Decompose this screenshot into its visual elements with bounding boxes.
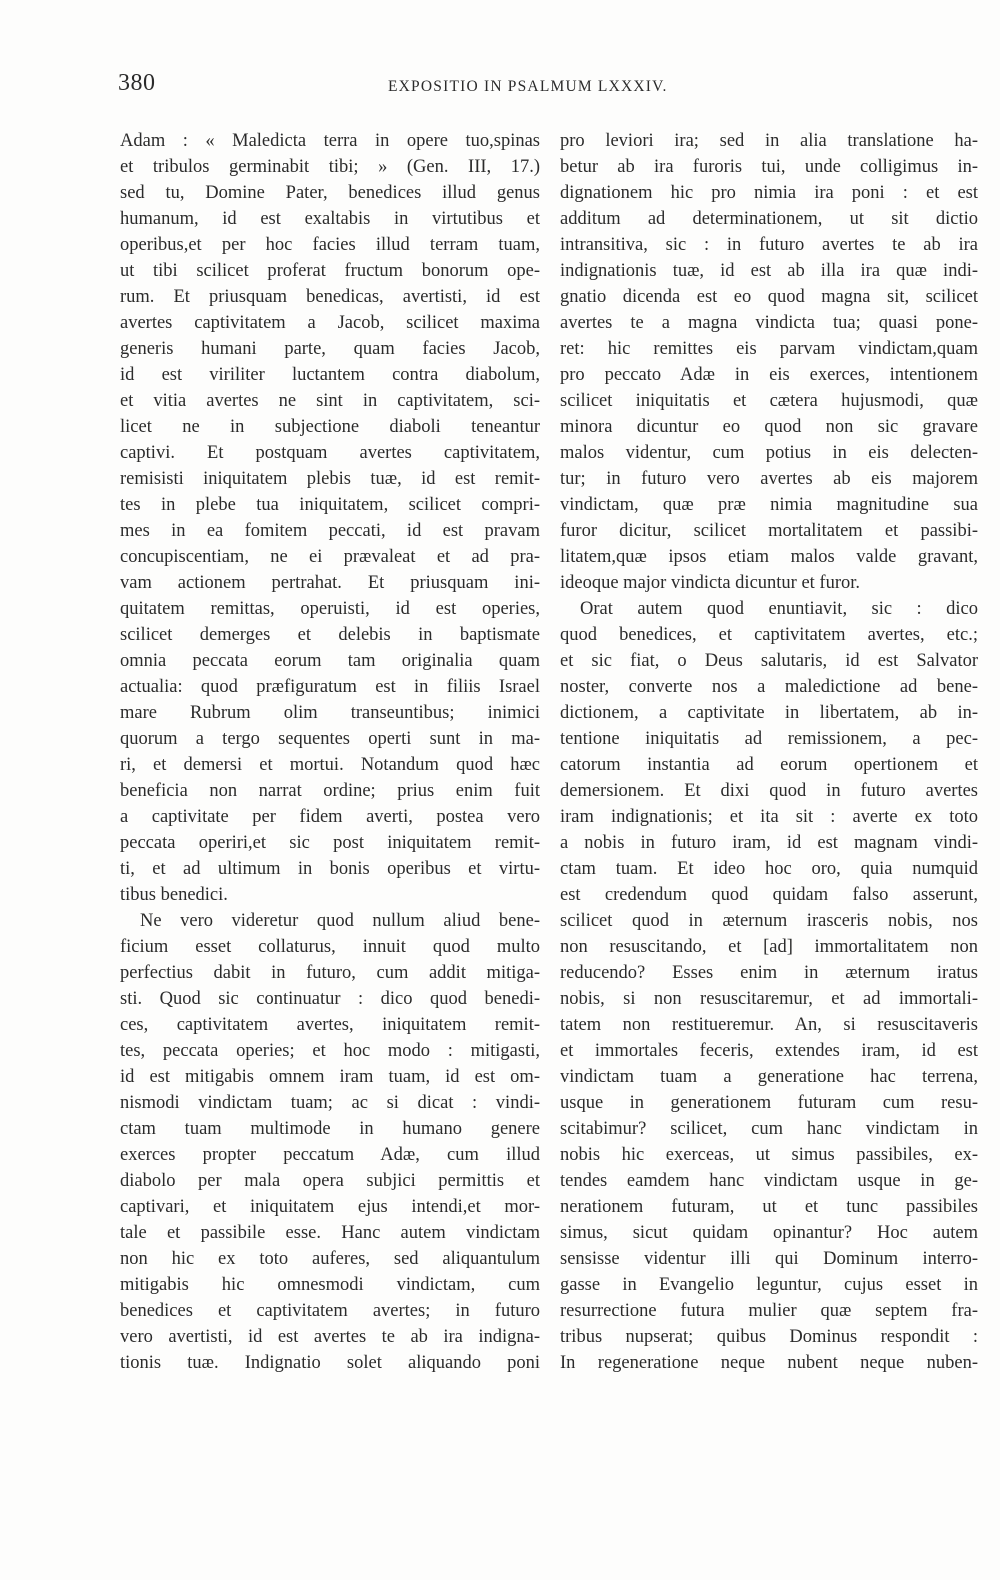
text-line: ctam tuam. Et ideo hoc oro, quia numquid: [560, 859, 978, 879]
text-line: captivari, et iniquitatem ejus intendi,et mor-: [120, 1197, 540, 1217]
text-line: licet ne in subjectione diaboli teneantur: [120, 417, 540, 437]
text-line: mare Rubrum olim transeuntibus; inimici: [120, 703, 540, 723]
text-line: vindictam tuam a generatione hac terrena,: [560, 1067, 978, 1087]
text-line: et sic fiat, o Deus salutaris, id est Salvator: [560, 651, 978, 671]
text-line: quitatem remittas, operuisti, id est operies,: [120, 599, 540, 619]
text-line: tribus nupserat; quibus Dominus respondit :: [560, 1327, 978, 1347]
text-line: actualia: quod præfiguratum est in filiis Israel: [120, 677, 540, 697]
text-line: a nobis in futuro iram, id est magnam vindi-: [560, 833, 978, 853]
text-line: humanum, id est exaltabis in virtutibus et: [120, 209, 540, 229]
text-line: ti, et ad ultimum in bonis operibus et virtu-: [120, 859, 540, 879]
text-line: ret: hic remittes eis parvam vindictam,quam: [560, 339, 978, 359]
text-line: perfectius dabit in futuro, cum addit mitiga-: [120, 963, 540, 983]
text-line: catorum instantia ad eorum opertionem et: [560, 755, 978, 775]
text-line: id est viriliter luctantem contra diabolum,: [120, 365, 540, 385]
text-line: dictionem, a captivitate in libertatem, ab in-: [560, 703, 978, 723]
text-line: sensisse videntur illi qui Dominum interro-: [560, 1249, 978, 1269]
text-line: concupiscentiam, ne ei prævaleat et ad pra-: [120, 547, 540, 567]
text-line: betur ab ira furoris tui, unde colligimus in-: [560, 157, 978, 177]
text-line: ces, captivitatem avertes, iniquitatem remit-: [120, 1015, 540, 1035]
text-line: vam actionem pertrahat. Et priusquam ini-: [120, 573, 540, 593]
right-text-column: [560, 128, 978, 1376]
text-line: benedices et captivitatem avertes; in futuro: [120, 1301, 540, 1321]
text-line: rum. Et priusquam benedicas, avertisti, id est: [120, 287, 540, 307]
text-line: nobis hic exerceas, ut simus passibiles, ex-: [560, 1145, 978, 1165]
text-line: reducendo? Esses enim in æternum iratus: [560, 963, 978, 983]
text-line: tentione iniquitatis ad remissionem, a pec-: [560, 729, 978, 749]
text-line: non hic ex toto auferes, sed aliquantulum: [120, 1249, 540, 1269]
text-line: ut tibi scilicet proferat fructum bonorum ope-: [120, 261, 540, 281]
text-line: beneficia non narrat ordine; prius enim fuit: [120, 781, 540, 801]
text-line: omnia peccata eorum tam originalia quam: [120, 651, 540, 671]
text-line: diabolo per mala opera subjici permittis et: [120, 1171, 540, 1191]
text-line: vindictam, quæ præ nimia magnitudine sua: [560, 495, 978, 515]
text-line: In regeneratione neque nubent neque nuben-: [560, 1353, 978, 1373]
text-line: scilicet quod in æternum irasceris nobis, nos: [560, 911, 978, 931]
left-text-column: [120, 128, 540, 1376]
text-line: et vitia avertes ne sint in captivitatem, sci-: [120, 391, 540, 411]
text-line: scitabimur? scilicet, cum hanc vindictam in: [560, 1119, 978, 1139]
text-line: exerces propter peccatum Adæ, cum illud: [120, 1145, 540, 1165]
text-line: indignationis tuæ, id est ab illa ira quæ indi-: [560, 261, 978, 281]
text-line: nerationem futuram, ut et tunc passibiles: [560, 1197, 978, 1217]
text-line: demersionem. Et dixi quod in futuro avertes: [560, 781, 978, 801]
text-line: tendes eamdem hanc vindictam usque in ge-: [560, 1171, 978, 1191]
text-line: generis humani parte, quam facies Jacob,: [120, 339, 540, 359]
text-line: tes in plebe tua iniquitatem, scilicet compri-: [120, 495, 540, 515]
text-line: tale et passibile esse. Hanc autem vindictam: [120, 1223, 540, 1243]
text-line: quod benedices, et captivitatem avertes, etc.;: [560, 625, 978, 645]
text-line: Adam : « Maledicta terra in opere tuo,spinas: [120, 131, 540, 151]
page-header: [118, 70, 714, 104]
running-title: EXPOSITIO IN PSALMUM LXXXIV.: [388, 78, 668, 95]
text-line: ri, et demersi et mortui. Notandum quod hæc: [120, 755, 540, 775]
text-line: dignationem hic pro nimia ira poni : et est: [560, 183, 978, 203]
text-line: minora dicuntur eo quod non sic gravare: [560, 417, 978, 437]
text-line: non resuscitando, et [ad] immortalitatem non: [560, 937, 978, 957]
text-line: Orat autem quod enuntiavit, sic : dico: [580, 599, 978, 619]
text-line: mitigabis hic omnesmodi vindictam, cum: [120, 1275, 540, 1295]
text-line: vero avertisti, id est avertes te ab ira indigna-: [120, 1327, 540, 1347]
text-line: ctam tuam multimode in humano genere: [120, 1119, 540, 1139]
text-line: tur; in futuro vero avertes ab eis majorem: [560, 469, 978, 489]
text-line: avertes captivitatem a Jacob, scilicet maxima: [120, 313, 540, 333]
text-line: nobis, si non resuscitaremur, et ad immortali-: [560, 989, 978, 1009]
text-line: avertes te a magna vindicta tua; quasi pone-: [560, 313, 978, 333]
text-line: a captivitate per fidem averti, postea vero: [120, 807, 540, 827]
text-line: furor dicitur, scilicet mortalitatem et passibi-: [560, 521, 978, 541]
text-line: tibus benedici.: [120, 885, 228, 905]
text-line: tionis tuæ. Indignatio solet aliquando poni: [120, 1353, 540, 1373]
text-line: pro leviori ira; sed in alia translatione ha-: [560, 131, 978, 151]
text-line: scilicet demerges et delebis in baptismate: [120, 625, 540, 645]
text-line: litatem,quæ ipsos etiam malos valde gravant,: [560, 547, 978, 567]
text-line: scilicet iniquitatis et cætera hujusmodi, quæ: [560, 391, 978, 411]
text-line: id est mitigabis omnem iram tuam, id est om-: [120, 1067, 540, 1087]
text-line: est credendum quod quidam falso asserunt,: [560, 885, 978, 905]
text-line: mes in ea fomitem peccati, id est pravam: [120, 521, 540, 541]
text-line: peccata operiri,et sic post iniquitatem remit-: [120, 833, 540, 853]
text-line: remisisti iniquitatem plebis tuæ, id est remit-: [120, 469, 540, 489]
text-line: tatem non restitueremur. An, si resuscitaveris: [560, 1015, 978, 1035]
text-line: sti. Quod sic continuatur : dico quod benedi-: [120, 989, 540, 1009]
text-line: resurrectione futura mulier quæ septem fra-: [560, 1301, 978, 1321]
text-line: simus, sicut quidam opinantur? Hoc autem: [560, 1223, 978, 1243]
page-number: 380: [118, 70, 156, 96]
text-line: noster, converte nos a maledictione ad bene-: [560, 677, 978, 697]
text-line: quorum a tergo sequentes operti sunt in ma-: [120, 729, 540, 749]
text-line: malos videntur, cum potius in eis delecten-: [560, 443, 978, 463]
text-line: tes, peccata operies; et hoc modo : mitigasti,: [120, 1041, 540, 1061]
text-line: ficium esset collaturus, innuit quod multo: [120, 937, 540, 957]
text-line: captivi. Et postquam avertes captivitatem,: [120, 443, 540, 463]
text-line: usque in generationem futuram cum resu-: [560, 1093, 978, 1113]
text-line: et immortales feceris, extendes iram, id est: [560, 1041, 978, 1061]
text-line: gasse in Evangelio leguntur, cujus esset in: [560, 1275, 978, 1295]
text-line: gnatio dicenda est eo quod magna sit, scilicet: [560, 287, 978, 307]
text-line: intransitiva, sic : in futuro avertes te ab ira: [560, 235, 978, 255]
text-line: ideoque major vindicta dicuntur et furor.: [560, 573, 861, 593]
text-line: additum ad determinationem, ut sit dictio: [560, 209, 978, 229]
text-line: operibus,et per hoc facies illud terram tuam,: [120, 235, 540, 255]
text-line: pro peccato Adæ in eis exerces, intentionem: [560, 365, 978, 385]
text-line: iram indignationis; et ita sit : averte ex toto: [560, 807, 978, 827]
text-line: et tribulos germinabit tibi; » (Gen. III, 17.): [120, 157, 540, 177]
text-line: sed tu, Domine Pater, benedices illud genus: [120, 183, 540, 203]
text-line: nismodi vindictam tuam; ac si dicat : vindi-: [120, 1093, 540, 1113]
text-line: Ne vero videretur quod nullum aliud bene-: [140, 911, 540, 931]
